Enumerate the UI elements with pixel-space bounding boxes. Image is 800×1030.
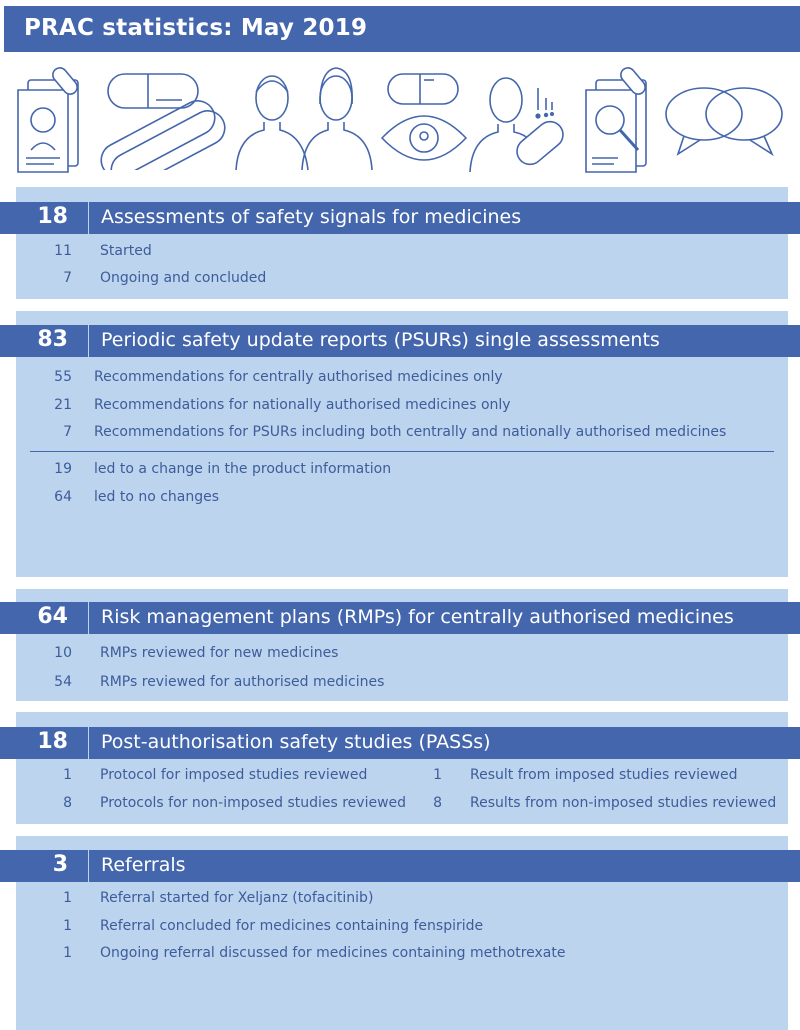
passs-count: 18 [37,729,68,754]
signals-title: Assessments of safety signals for medicines [101,206,522,228]
icon-strip [0,58,800,188]
speech-bubbles-icon [660,82,790,162]
patient-document-capsule-icon [10,62,92,174]
psurs-count: 83 [37,327,68,352]
man-woman-icon [232,62,380,174]
signals-count: 18 [37,204,68,229]
rmps-title: Risk management plans (RMPs) for centrally authorised medicines [101,606,734,628]
signals-header [89,202,800,234]
capsule-eye-icon [378,70,470,170]
psurs-title: Periodic safety update reports (PSURs) single assessments [101,329,660,351]
referrals-title: Referrals [101,854,186,876]
rmps-header [89,602,800,634]
passs-title: Post-authorisation safety studies (PASSs) [101,731,491,753]
capsules-icon [92,70,240,170]
divider [30,451,774,452]
psurs-count-box [0,325,88,357]
rmps-count: 64 [37,604,68,629]
passs-count-box [0,727,88,759]
referrals-header [89,850,800,882]
psurs-header [89,325,800,357]
page-title-bar [4,6,800,52]
signals-count-box [0,202,88,234]
passs-header [89,727,800,759]
referrals-count-box [0,850,88,882]
referrals-count: 3 [52,852,68,877]
page-title: PRAC statistics: May 2019 [24,15,368,41]
person-alert-capsule-icon [466,62,570,174]
rmps-count-box [0,602,88,634]
document-magnifier-icon [578,62,660,174]
